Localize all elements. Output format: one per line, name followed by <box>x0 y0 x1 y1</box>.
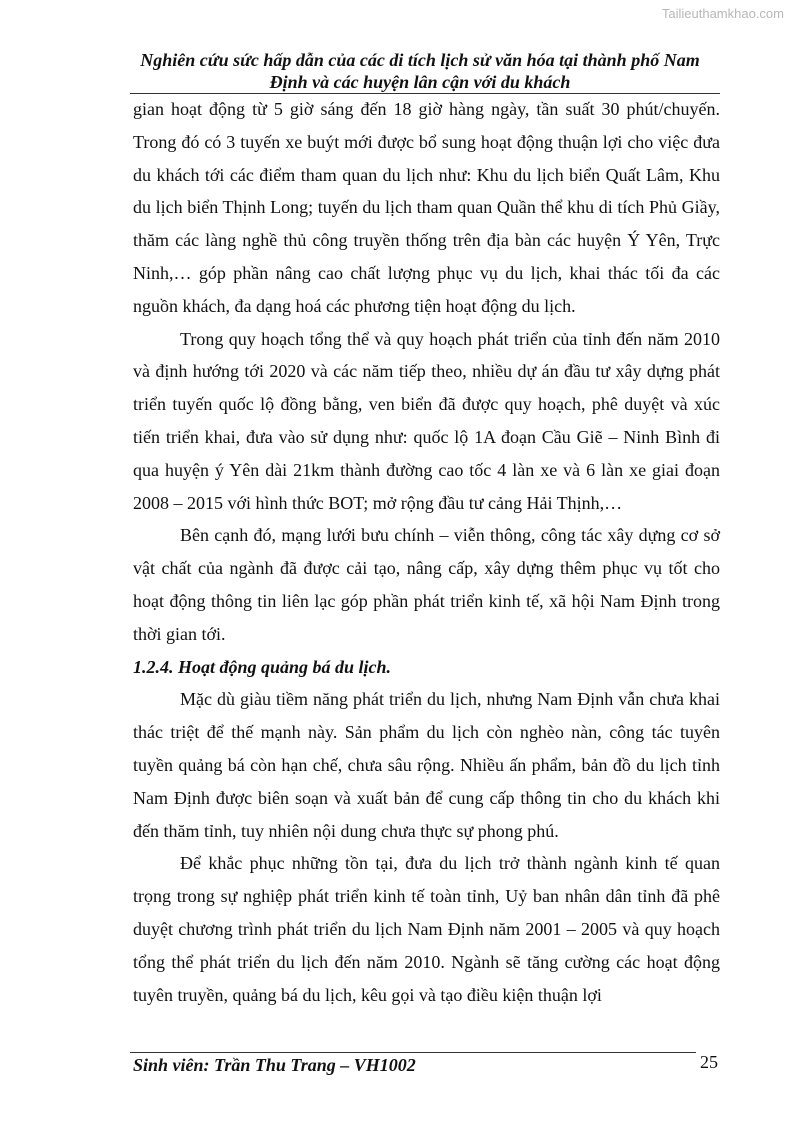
footer-author: Sinh viên: Trần Thu Trang – VH1002 <box>133 1055 416 1075</box>
body-paragraph: Để khắc phục những tồn tại, đưa du lịch trở thành ngành kinh tế quan trọng trong sự nghiệp phát triển kinh tế toàn tỉnh, Uỷ ban nhân dân tỉnh đã phê duyệt chương trình phát triển du lịch Nam Định năm 2001 – 2005 và quy hoạch tổng thể phát triển du lịch đến năm 2010. Ngành sẽ tăng cường các hoạt động tuyên truyền, quảng bá du lịch, kêu gọi và tạo điều kiện thuận lợi <box>133 853 720 1005</box>
document-body <box>133 93 720 1011</box>
body-paragraph: Mặc dù giàu tiềm năng phát triển du lịch, nhưng Nam Định vẫn chưa khai thác triệt để thế mạnh này. Sản phẩm du lịch còn nghèo nàn, công tác tuyên tuyền quảng bá còn hạn chế, chưa sâu rộng. Nhiều ấn phẩm, bản đồ du lịch tỉnh Nam Định được biên soạn và xuất bản để cung cấp thông tin cho du khách khi đến thăm tỉnh, tuy nhiên nội dung chưa thực sự phong phú. <box>133 689 720 841</box>
header-title-line-2: Định và các huyện lân cận với du khách <box>269 72 571 92</box>
body-paragraph: gian hoạt động từ 5 giờ sáng đến 18 giờ hàng ngày, tần suất 30 phút/chuyến. Trong đó có 3 tuyến xe buýt mới được bổ sung hoạt động thuận lợi cho việc đưa du khách tới các điểm tham quan du lịch như: Khu du lịch biển Quất Lâm, Khu du lịch biển Thịnh Long; tuyến du lịch tham quan Quần thể khu di tích Phủ Giầy, thăm các làng nghề thủ công truyền thống trên địa bàn các huyện Ý Yên, Trực Ninh,… góp phần nâng cao chất lượng phục vụ du lịch, khai thác tối đa các nguồn khách, đa dạng hoá các phương tiện hoạt động du lịch. <box>133 99 720 316</box>
section-heading: 1.2.4. Hoạt động quảng bá du lịch. <box>133 656 392 677</box>
header-title-line-1: Nghiên cứu sức hấp dẫn của các di tích lịch sử văn hóa tại thành phố Nam <box>140 50 700 70</box>
body-paragraph: Trong quy hoạch tổng thể và quy hoạch phát triển của tỉnh đến năm 2010 và định hướng tới 2020 và các năm tiếp theo, nhiều dự án đầu tư xây dựng phát triển tuyến quốc lộ đồng bằng, ven biển đã được quy hoạch, phê duyệt và xúc tiến triển khai, đưa vào sử dụng như: quốc lộ 1A đoạn Cầu Giẽ – Ninh Bình đi qua huyện ý Yên dài 21km thành đường cao tốc 4 làn xe và 6 làn xe giai đoạn 2008 – 2015 với hình thức BOT; mở rộng đầu tư cảng Hải Thịnh,… <box>133 328 720 513</box>
body-paragraph: Bên cạnh đó, mạng lưới bưu chính – viễn thông, công tác xây dựng cơ sở vật chất của ngành đã được cải tạo, nâng cấp, xây dựng thêm phục vụ tốt cho hoạt động thông tin liên lạc góp phần phát triển kinh tế, xã hội Nam Định trong thời gian tới. <box>133 525 720 644</box>
page-header <box>100 49 740 93</box>
page-number: 25 <box>700 1052 718 1072</box>
watermark-text: Tailieuthamkhao.com <box>661 6 784 21</box>
footer-divider <box>130 1052 696 1053</box>
